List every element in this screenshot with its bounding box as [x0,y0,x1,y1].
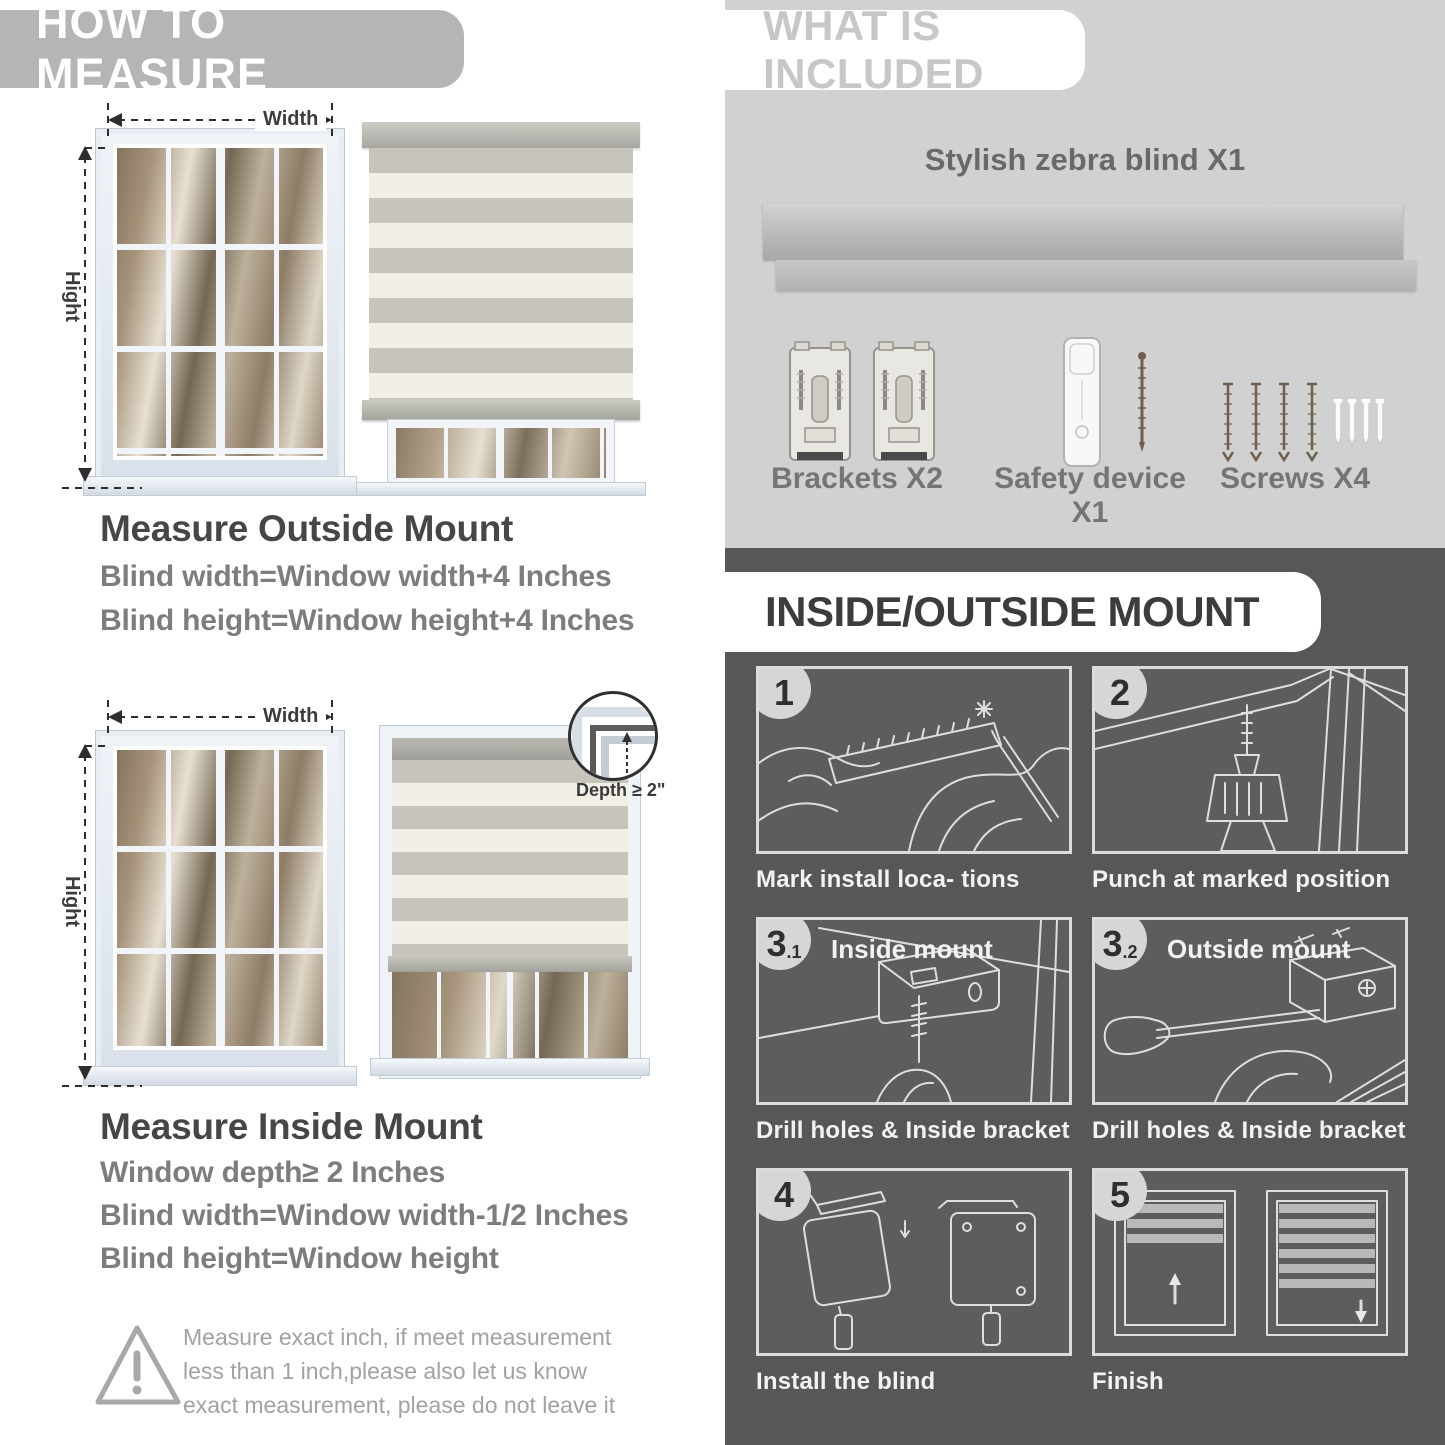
inside-rule-width: Blind width=Window width-1/2 Inches [100,1199,629,1232]
safety-device-label: Safety device X1 [994,462,1186,529]
measurement-warning-text: Measure exact inch, if meet measurement less than 1 inch,please also let us know exact measurement, please do not leave it [183,1324,616,1418]
height-label-outside: Hight [60,267,83,326]
how-to-measure-banner [0,0,464,100]
step-1-caption: Mark install loca- tions [756,866,1020,893]
outside-rule-width: Blind width=Window width+4 Inches [100,560,612,593]
step-5 [1092,1168,1408,1396]
safety-device-icon [1050,334,1170,474]
step-number: 4 [773,1174,795,1215]
step-2 [1092,666,1408,894]
height-label-inside: Hight [60,872,83,931]
step-2-caption: Punch at marked position [1092,866,1391,893]
step-3-1-caption: Drill holes & Inside bracket [756,1117,1070,1144]
step-number: 3 [1102,923,1123,964]
depth-detail-inset [568,691,658,781]
step-number: 5 [1109,1174,1131,1215]
bracket-icon [787,340,937,472]
step-number: 1 [773,672,795,713]
step-number: 3 [766,923,787,964]
step-3-2-caption: Drill holes & Inside bracket [1092,1117,1406,1144]
width-label-inside: Width [255,705,326,728]
screws-icon [1215,380,1385,464]
step-3-1-image [756,917,1072,1105]
frame-corner-detail-icon [571,694,655,778]
blind-headrail-lip [776,260,1416,290]
inside-rule-depth: Window depth≥ 2 Inches [100,1156,446,1189]
step-5-image [1092,1168,1408,1356]
step-4 [756,1168,1072,1396]
step-4-image [756,1168,1072,1356]
how-to-measure-title: HOW TO MEASURE [36,0,269,100]
step-1 [756,666,1072,894]
inside-outside-mount-title: INSIDE/OUTSIDE MOUNT [765,588,1260,635]
depth-requirement-label: Depth ≥ 2" [576,780,666,800]
product-label: Stylish zebra blind X1 [924,142,1246,177]
step-number: 2 [1109,672,1131,713]
step-2-image [1092,666,1408,854]
step-3-1 [756,917,1072,1145]
exclamation-triangle-icon [90,1322,185,1412]
inside-rule-height: Blind height=Window height [100,1242,499,1275]
inside-mount-title: Measure Inside Mount [100,1106,483,1147]
screws-label: Screws X4 [1219,462,1371,495]
step-3-2-image [1092,917,1408,1105]
step-3-2-title: Outside mount [1167,934,1351,964]
step-number-sub: .1 [786,942,802,962]
step-3-2 [1092,917,1408,1145]
outside-mount-title: Measure Outside Mount [100,508,514,549]
brackets-label: Brackets X2 [771,462,943,495]
inside-outside-mount-banner [725,572,1321,652]
blind-headrail-image [763,204,1403,260]
step-5-caption: Finish [1092,1368,1164,1395]
width-label-outside: Width [255,108,326,131]
step-number-sub: .2 [1122,942,1138,962]
what-is-included-title: WHAT IS INCLUDED [763,2,984,97]
what-is-included-banner [725,2,1085,97]
measure-arrows-outside [60,98,660,498]
outside-rule-height: Blind height=Window height+4 Inches [100,604,635,637]
step-4-caption: Install the blind [756,1368,936,1395]
step-1-image [756,666,1072,854]
step-3-1-title: Inside mount [831,934,993,964]
